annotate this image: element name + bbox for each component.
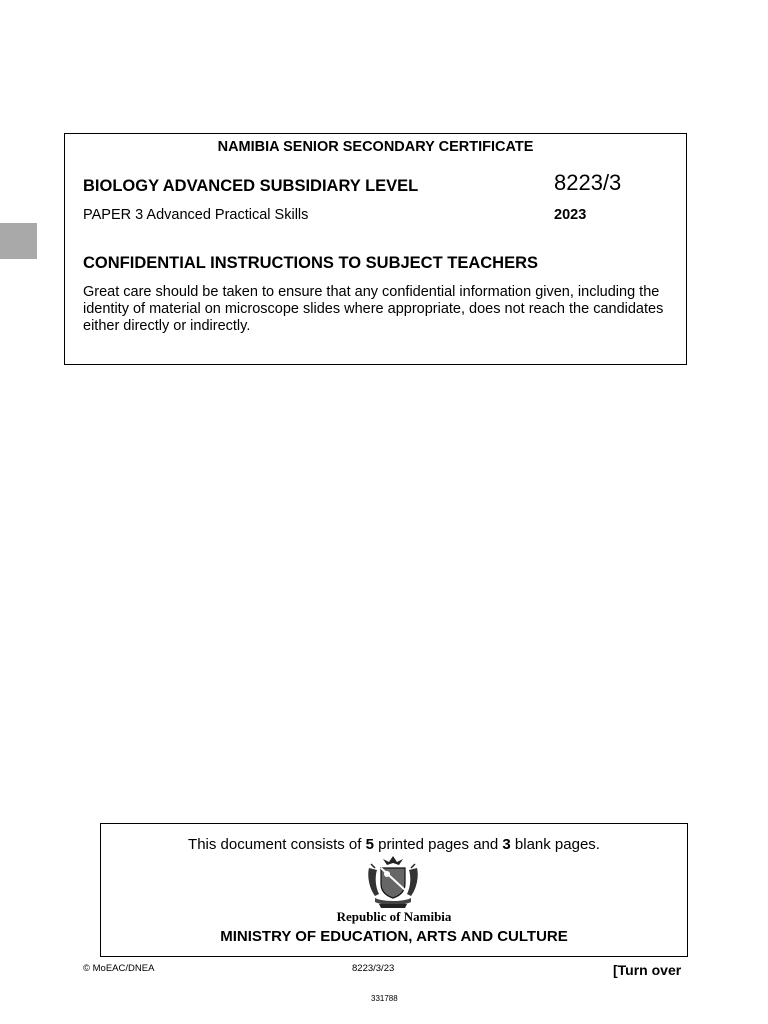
- certificate-title: NAMIBIA SENIOR SECONDARY CERTIFICATE: [217, 139, 534, 155]
- coat-of-arms-icon: [363, 854, 423, 910]
- page-count-middle: printed pages and: [373, 836, 503, 853]
- turn-over: [Turn over: [613, 962, 682, 978]
- page-count-statement: [101, 836, 687, 853]
- page-count-prefix: This document consists of: [188, 836, 366, 853]
- reference-code: 8223/3/23: [352, 963, 395, 974]
- republic-name: Republic of Namibia: [336, 909, 452, 924]
- header-box: [64, 133, 687, 365]
- paper-name: PAPER 3 Advanced Practical Skills: [83, 207, 309, 223]
- confidential-text: Great care should be taken to ensure that any confidential information given, including the identity of material on microscope slides where appropriate, does not reach the candidates either directly or indirectly.: [83, 284, 664, 334]
- copyright: © MoEAC/DNEA: [83, 963, 155, 974]
- page-count-suffix: blank pages.: [510, 836, 600, 853]
- printed-page-count: 5: [365, 836, 374, 853]
- subject-title: BIOLOGY ADVANCED SUBSIDIARY LEVEL: [83, 177, 419, 195]
- confidential-heading: CONFIDENTIAL INSTRUCTIONS TO SUBJECT TEACHERS: [83, 254, 538, 272]
- page-count-box: [100, 823, 688, 957]
- side-tab-marker: [0, 223, 37, 259]
- blank-page-count: 3: [502, 836, 511, 853]
- serial-number: 331788: [371, 994, 398, 1003]
- paper-code: 8223/3: [554, 170, 622, 195]
- ministry-name: MINISTRY OF EDUCATION, ARTS AND CULTURE: [220, 928, 568, 945]
- exam-year: 2023: [554, 207, 587, 223]
